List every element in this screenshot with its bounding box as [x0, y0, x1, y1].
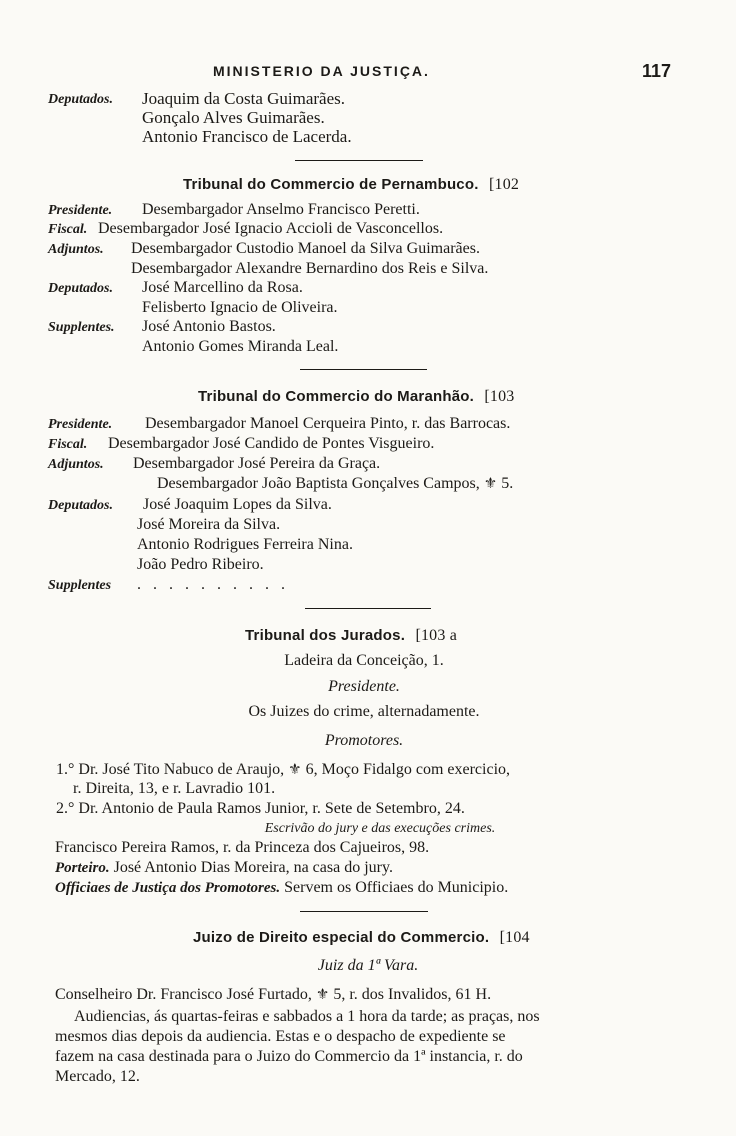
presidente-line	[248, 703, 595, 720]
centered-text: Ladeira da Conceição, 1.	[284, 652, 444, 669]
section-title-juizo	[193, 930, 530, 946]
text-line: Francisco Pereira Ramos, r. da Princeza dos Cajueiros, 98.	[55, 839, 430, 856]
section-title-pernambuco	[183, 177, 519, 193]
adjuntos-label: Adjuntos.	[48, 457, 104, 472]
text-line: Desembargador José Pereira da Graça.	[133, 455, 381, 472]
section-ref: [102	[488, 176, 520, 193]
subhead-promotores	[324, 732, 442, 749]
section-title-text: Tribunal do Commercio de Pernambuco.	[183, 176, 479, 193]
running-head: MINISTERIO DA JUSTIÇA.	[213, 63, 430, 79]
officiaes-line	[55, 880, 508, 896]
section-rule	[295, 160, 423, 161]
section-ref: [103	[484, 388, 515, 405]
text-span: Servem os Officiaes do Municipio.	[284, 879, 509, 896]
section-title-maranhao	[198, 389, 515, 405]
conselheiro-line	[55, 987, 491, 1003]
section-title-jurados	[245, 628, 457, 644]
text-line	[157, 476, 513, 492]
centered-text: Presidente.	[328, 678, 400, 695]
supplentes-label: Supplentes.	[48, 320, 115, 335]
fiscal-label: Fiscal.	[48, 222, 88, 237]
text-line: fazem na casa destinada para o Juizo do Commercio da 1ª instancia, r. do	[55, 1048, 523, 1065]
centered-text: Escrivão do jury e das execuções crimes.	[264, 821, 496, 836]
section-rule	[300, 369, 427, 370]
text-span: 1.° Dr. José Tito Nabuco de Araujo,	[56, 761, 285, 778]
text-line: Felisberto Ignacio de Oliveira.	[142, 299, 338, 316]
section-rule	[305, 608, 431, 609]
order-star-icon: ⚜	[315, 987, 330, 1003]
text-line: Desembargador José Ignacio Accioli de Vasconcellos.	[98, 220, 444, 237]
text-line: João Pedro Ribeiro.	[137, 556, 264, 573]
porteiro-label: Porteiro.	[55, 860, 110, 876]
deputados-label: Deputados.	[48, 92, 113, 107]
adjuntos-label: Adjuntos.	[48, 242, 104, 257]
text-line: Gonçalo Alves Guimarães.	[142, 108, 325, 127]
text-span: Conselheiro Dr. Francisco José Furtado,	[55, 986, 312, 1003]
centered-text: Promotores.	[324, 732, 404, 749]
deputados-label: Deputados.	[48, 281, 113, 296]
section-ref: [103 a	[415, 627, 458, 644]
text-line: 2.° Dr. Antonio de Paula Ramos Junior, r. Sete de Setembro, 24.	[56, 800, 465, 817]
section-title-text: Tribunal dos Jurados.	[245, 627, 406, 644]
text-line: Antonio Rodrigues Ferreira Nina.	[137, 536, 353, 553]
order-star-icon: ⚜	[288, 762, 302, 778]
text-line: Mercado, 12.	[55, 1068, 140, 1085]
text-line: José Moreira da Silva.	[137, 516, 281, 533]
text-line: Antonio Gomes Miranda Leal.	[142, 338, 339, 355]
section-rule	[300, 911, 428, 912]
page-number: 117	[642, 61, 672, 81]
porteiro-line	[55, 860, 393, 876]
section-ref: [104	[499, 929, 530, 946]
text-line: Desembargador Custodio Manoel da Silva Guimarães.	[131, 240, 480, 257]
text-line: r. Direita, 13, e r. Lavradio 101.	[73, 780, 276, 797]
section-title-text: Tribunal do Commercio do Maranhão.	[198, 388, 474, 405]
section-title-text: Juizo de Direito especial do Commercio.	[193, 929, 490, 946]
text-line: Desembargador Anselmo Francisco Peretti.	[142, 201, 420, 218]
text-line: Audiencias, ás quartas-feiras e sabbados a 1 hora da tarde; as praças, nos	[74, 1008, 540, 1025]
text-line: José Marcellino da Rosa.	[142, 279, 303, 296]
officiaes-label: Officiaes de Justiça dos Promotores.	[55, 880, 281, 896]
presidente-label: Presidente.	[48, 203, 113, 218]
fiscal-label: Fiscal.	[48, 437, 88, 452]
text-line: Desembargador Manoel Cerqueira Pinto, r. das Barrocas.	[145, 415, 511, 432]
promotor-1-line	[56, 762, 510, 778]
leader-dots: . . . . . . . . . .	[137, 576, 289, 593]
supplentes-label: Supplentes	[48, 578, 112, 593]
text-span: 5.	[501, 475, 514, 492]
order-star-icon: ⚜	[483, 476, 498, 492]
text-span: José Antonio Dias Moreira, na casa do jury.	[113, 859, 393, 876]
text-line: mesmos dias depois da audiencia. Estas e o despacho de expediente se	[55, 1028, 506, 1045]
text-line: Antonio Francisco de Lacerda.	[142, 127, 352, 146]
text-span: Desembargador João Baptista Gonçalves Campos,	[157, 475, 480, 492]
subhead-presidente	[328, 678, 436, 695]
text-line: Desembargador José Candido de Pontes Visgueiro.	[108, 435, 435, 452]
centered-text: Juiz da 1ª Vara.	[317, 957, 419, 974]
text-line: Desembargador Alexandre Bernardino dos Reis e Silva.	[131, 260, 489, 277]
deputados-label: Deputados.	[48, 498, 113, 513]
presidente-label: Presidente.	[48, 417, 113, 432]
text-line: José Antonio Bastos.	[142, 318, 276, 335]
subhead-escrivao	[264, 821, 611, 836]
text-span: 5, r. dos Invalidos, 61 H.	[333, 986, 492, 1003]
address-line	[284, 652, 523, 669]
text-span: 6, Moço Fidalgo com exercicio,	[305, 761, 511, 778]
subhead-vara	[317, 957, 468, 974]
centered-text: Os Juizes do crime, alternadamente.	[248, 703, 480, 720]
text-line: José Joaquim Lopes da Silva.	[143, 496, 332, 513]
text-line: Joaquim da Costa Guimarães.	[142, 89, 346, 108]
